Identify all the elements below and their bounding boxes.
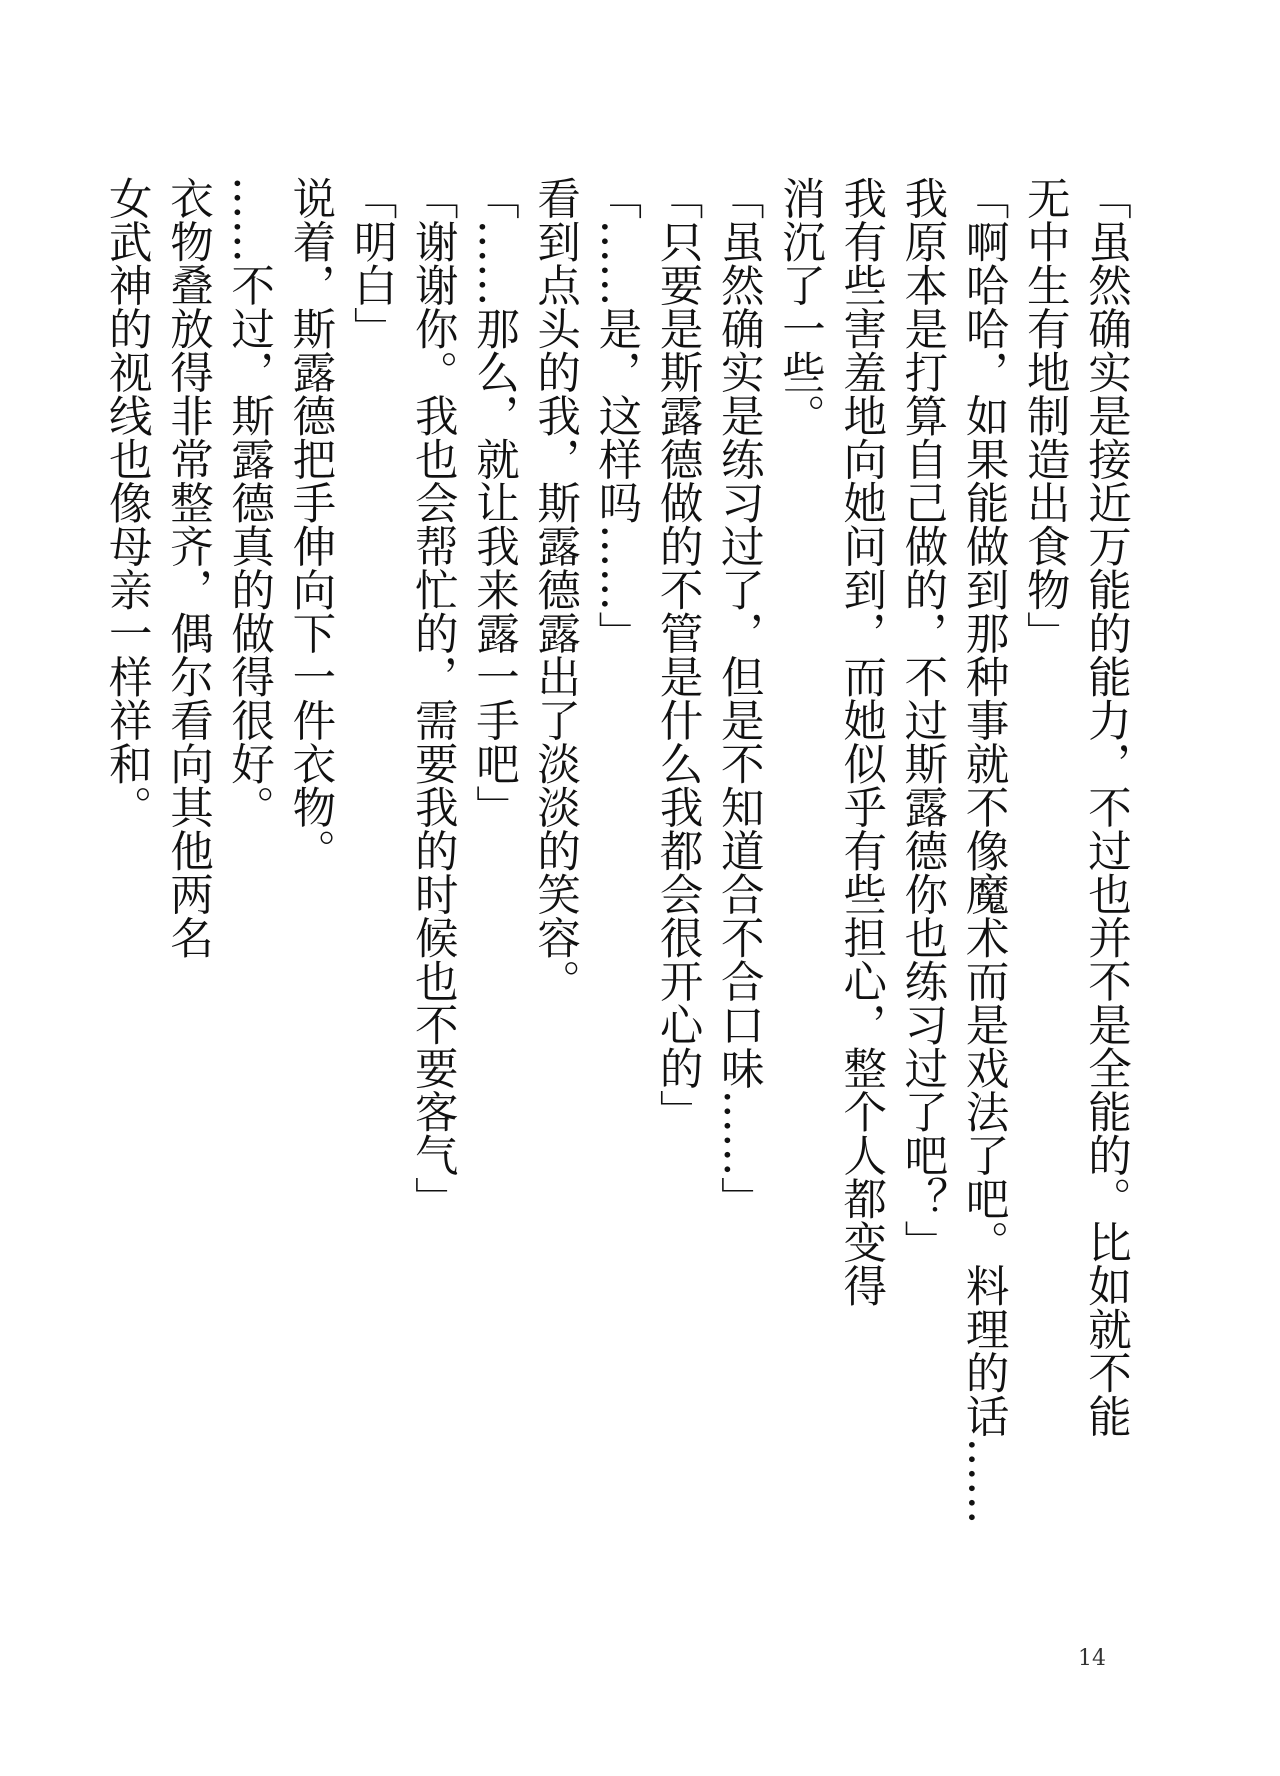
- text-line-12: 「谢谢你。我也会帮忙的，需要我的时候也不要客气」: [407, 176, 458, 1220]
- text-line-6: 消沉了一些。: [774, 176, 825, 437]
- text-line-14: 说着，斯露德把手伸向下一件衣物。: [285, 176, 336, 872]
- text-line-3: 「啊哈哈，如果能做到那种事就不像魔术而是戏法了吧。料理的话……: [958, 176, 1009, 1525]
- text-line-15: ……不过，斯露德真的做得很好。: [224, 176, 275, 829]
- text-line-13: 「明白」: [346, 176, 397, 350]
- text-line-4: 我原本是打算自己做的，不过斯露德你也练习过了吧？」: [897, 176, 948, 1264]
- text-line-8: 「只要是斯露德做的不管是什么我都会很开心的」: [652, 176, 703, 1133]
- text-line-11: 「……那么，就让我来露一手吧」: [468, 176, 519, 829]
- text-line-5: 我有些害羞地向她问到，而她似乎有些担心，整个人都变得: [836, 176, 887, 1307]
- vertical-text-body: [96, 176, 1136, 1596]
- text-line-7: 「虽然确实是练习过了，但是不知道合不合口味……」: [713, 176, 764, 1220]
- text-line-10: 看到点头的我，斯露德露出了淡淡的笑容。: [530, 176, 581, 1003]
- text-line-1: 「虽然确实是接近万能的能力，不过也并不是全能的。比如就不能: [1081, 176, 1131, 1438]
- text-line-9: 「……是，这样吗……」: [591, 176, 642, 655]
- text-line-2: 无中生有地制造出食物」: [1019, 176, 1070, 655]
- text-line-16: 衣物叠放得非常整齐，偶尔看向其他两名: [162, 176, 213, 959]
- page-number: 14: [1078, 1646, 1106, 1671]
- text-line-17: 女武神的视线也像母亲一样祥和。: [101, 176, 152, 829]
